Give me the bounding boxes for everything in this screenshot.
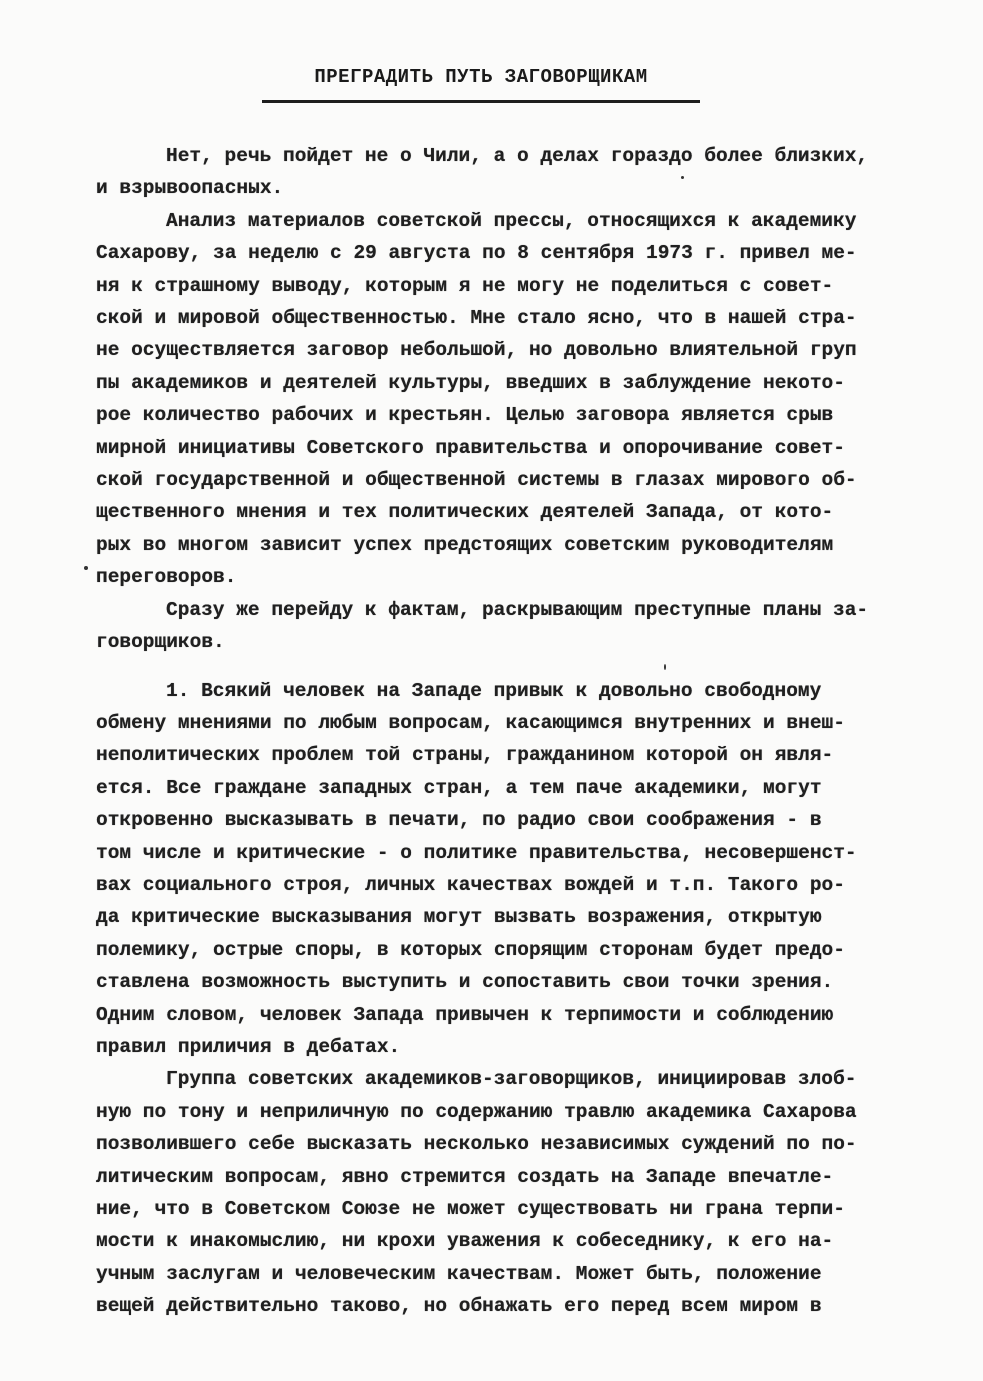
text-line: позволившего себе высказать несколько независимых суждений по по- (96, 1133, 857, 1156)
text-line: откровенно высказывать в печати, по радио свои соображения - в (96, 809, 822, 832)
text-line: Одним словом, человек Запада привычен к терпимости и соблюдению (96, 1003, 834, 1026)
text-line: да критические высказывания могут вызвать возражения, открытую (96, 906, 822, 929)
text-line: литическим вопросам, явно стремится создать на Западе впечатле- (96, 1165, 834, 1188)
text-line: неполитических проблем той страны, гражданином которой он явля- (96, 744, 834, 767)
text-line: пы академиков и деятелей культуры, введших в заблуждение некото- (96, 371, 845, 394)
text-line: Сразу же перейду к фактам, раскрывающим преступные планы за- (166, 598, 869, 621)
text-line: обмену мнениями по любым вопросам, касающимся внутренних и внеш- (96, 711, 845, 734)
ink-speck (681, 176, 684, 179)
title-underline (262, 100, 700, 103)
text-line: 1. Всякий человек на Западе привык к довольно свободному (166, 679, 822, 702)
text-line: ской государственной и общественной системы в глазах мирового об- (96, 469, 857, 492)
text-line: не осуществляется заговор небольшой, но довольно влиятельной груп (96, 339, 857, 362)
text-line: ние, что в Советском Союзе не может существовать ни грана терпи- (96, 1198, 845, 1220)
document-title: ПРЕГРАДИТЬ ПУТЬ ЗАГОВОРЩИКАМ (314, 66, 648, 88)
document-body (96, 140, 964, 1323)
text-line: Анализ материалов советской прессы, относящихся к академику (166, 209, 857, 232)
text-line: Сахарову, за неделю с 29 августа по 8 сентября 1973 г. привел ме- (96, 242, 857, 265)
text-line: говорщиков. (96, 631, 225, 654)
text-line: мирной инициативы Советского правительства и опорочивание совет- (96, 436, 845, 459)
text-line: переговоров. (96, 566, 237, 589)
paragraph-spacer (96, 659, 964, 675)
text-line: вах социального строя, личных качествах вождей и т.п. Такого ро- (96, 873, 845, 896)
text-line: Нет, речь пойдет не о Чили, а о делах гораздо более близких, (166, 145, 869, 167)
text-line: ется. Все граждане западных стран, а тем паче академики, могут (96, 776, 822, 799)
text-line: вещей действительно таково, но обнажать его перед всем миром в (96, 1295, 822, 1318)
text-line: правил приличия в дебатах. (96, 1035, 401, 1058)
paragraph-3 (96, 594, 964, 659)
text-line: учным заслугам и человеческим качествам. Может быть, положение (96, 1262, 822, 1285)
text-line: щественного мнения и тех политических деятелей Запада, от кото- (96, 501, 834, 524)
paragraph-2 (96, 205, 964, 594)
text-line: Группа советских академиков-заговорщиков, инициировав злоб- (166, 1068, 857, 1091)
text-line: полемику, острые споры, в которых спорящим сторонам будет предо- (96, 938, 845, 961)
text-line: ную по тону и неприличную по содержанию травлю академика Сахарова (96, 1100, 857, 1123)
text-line: том числе и критические - о политике правительства, несовершенст- (96, 841, 857, 864)
paragraph-4 (96, 675, 964, 1064)
text-line: мости к инакомыслию, ни крохи уважения к собеседнику, к его на- (96, 1230, 834, 1253)
text-line: рых во многом зависит успех предстоящих советским руководителям (96, 533, 834, 556)
ink-speck (84, 566, 88, 570)
text-line: ставлена возможность выступить и сопоставить свои точки зрения. (96, 971, 834, 994)
paragraph-5 (96, 1063, 964, 1322)
text-line: ня к страшному выводу, которым я не могу не поделиться с совет- (96, 274, 834, 297)
ink-speck (664, 664, 666, 670)
text-line: и взрывоопасных. (96, 177, 284, 200)
text-line: ской и мировой общественностью. Мне стало ясно, что в нашей стра- (96, 307, 857, 330)
text-line: рое количество рабочих и крестьян. Целью заговора является срыв (96, 404, 834, 427)
paragraph-1 (96, 140, 964, 205)
